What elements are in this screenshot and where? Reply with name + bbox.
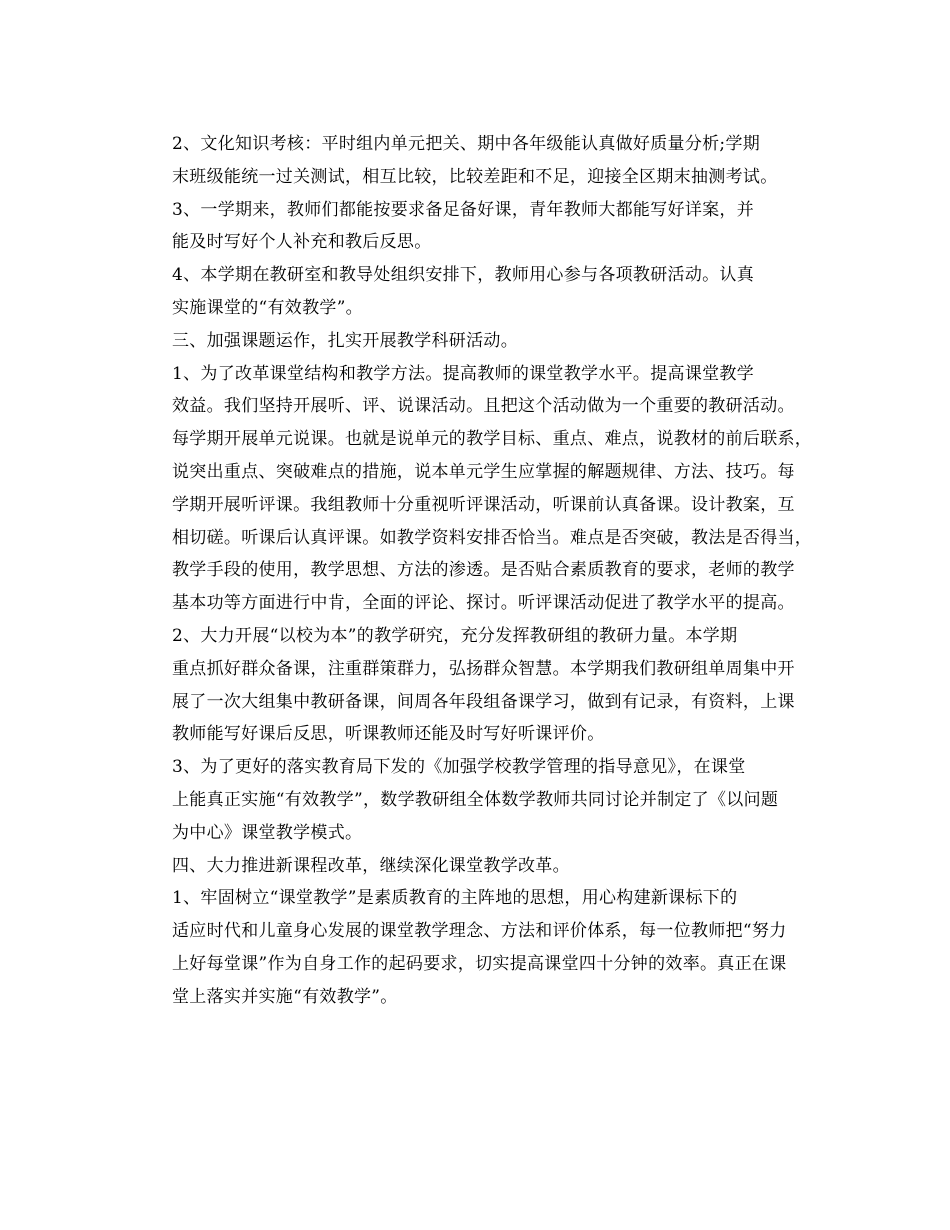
text-line: 上好每堂课”作为自身工作的起码要求，切实提高课堂四十分钟的效率。真正在课	[172, 953, 787, 974]
text-line: 2、大力开展“以校为本”的教学研究，充分发挥教研组的教研力量。本学期	[172, 625, 738, 646]
paragraph	[137, 194, 827, 260]
text-line: 为中心》课堂教学模式。	[172, 822, 363, 843]
text-line: 每学期开展单元说课。也就是说单元的教学目标、重点、难点，说教材的前后联系，	[172, 429, 813, 450]
text-line: 相切磋。听课后认真评课。如教学资料安排否恰当。难点是否突破，教法是否得当，	[172, 527, 813, 548]
text-line: 学期开展听评课。我组教师十分重视听评课活动，听课前认真备课。设计教案，互	[172, 494, 795, 515]
paragraph	[137, 850, 827, 883]
text-line: 4、本学期在教研室和教导处组织安排下，教师用心参与各项教研活动。认真	[172, 265, 755, 286]
text-line: 2、文化知识考核：平时组内单元把关、期中各年级能认真做好质量分析;学期	[172, 134, 761, 154]
text-line: 3、一学期来，教师们都能按要求备足备好课，青年教师大都能写好详案，并	[172, 199, 755, 220]
text-line: 效益。我们坚持开展听、评、说课活动。且把这个活动做为一个重要的教研活动。	[172, 396, 795, 417]
paragraph	[137, 358, 827, 620]
text-line: 1、牢固树立“课堂教学”是素质教育的主阵地的思想，用心构建新课标下的	[172, 888, 738, 909]
paragraph	[137, 325, 827, 358]
text-line: 重点抓好群众备课，注重群策群力，弘扬群众智慧。本学期我们教研组单周集中开	[172, 658, 795, 679]
text-line: 展了一次大组集中教研备课，间周各年段组备课学习，做到有记录，有资料，上课	[172, 691, 795, 712]
text-line: 3、为了更好的落实教育局下发的《加强学校教学管理的指导意见》，在课堂	[172, 757, 746, 778]
text-line: 1、为了改革课堂结构和教学方法。提高教师的课堂教学水平。提高课堂教学	[172, 363, 755, 384]
document-body	[137, 128, 827, 1014]
text-line: 四、大力推进新课程改革，继续深化课堂教学改革。	[172, 855, 570, 876]
text-line: 上能真正实施“有效教学”，数学教研组全体数学教师共同讨论并制定了《以问题	[172, 789, 779, 810]
paragraph	[137, 259, 827, 325]
text-line: 说突出重点、突破难点的措施，说本单元学生应掌握的解题规律、方法、技巧。每	[172, 461, 795, 482]
text-line: 堂上落实并实施“有效教学”。	[172, 986, 398, 1007]
text-line: 适应时代和儿童身心发展的课堂教学理念、方法和评价体系，每一位教师把“努力	[172, 921, 787, 942]
paragraph	[137, 751, 827, 849]
paragraph	[137, 620, 827, 751]
text-line: 教学手段的使用，教学思想、方法的渗透。是否贴合素质教育的要求，老师的教学	[172, 560, 795, 581]
paragraph	[137, 882, 827, 1013]
text-line: 教师能写好课后反思，听课教师还能及时写好听课评价。	[172, 724, 605, 745]
text-line: 能及时写好个人补充和教后反思。	[172, 232, 432, 253]
text-line: 三、加强课题运作，扎实开展教学科研活动。	[172, 330, 518, 351]
paragraph	[137, 128, 827, 194]
text-line: 末班级能统一过关测试，相互比较，比较差距和不足，迎接全区期末抽测考试。	[172, 166, 778, 187]
text-line: 实施课堂的“有效教学”。	[172, 297, 363, 318]
text-line: 基本功等方面进行中肯，全面的评论、探讨。听评课活动促进了教学水平的提高。	[172, 593, 795, 614]
